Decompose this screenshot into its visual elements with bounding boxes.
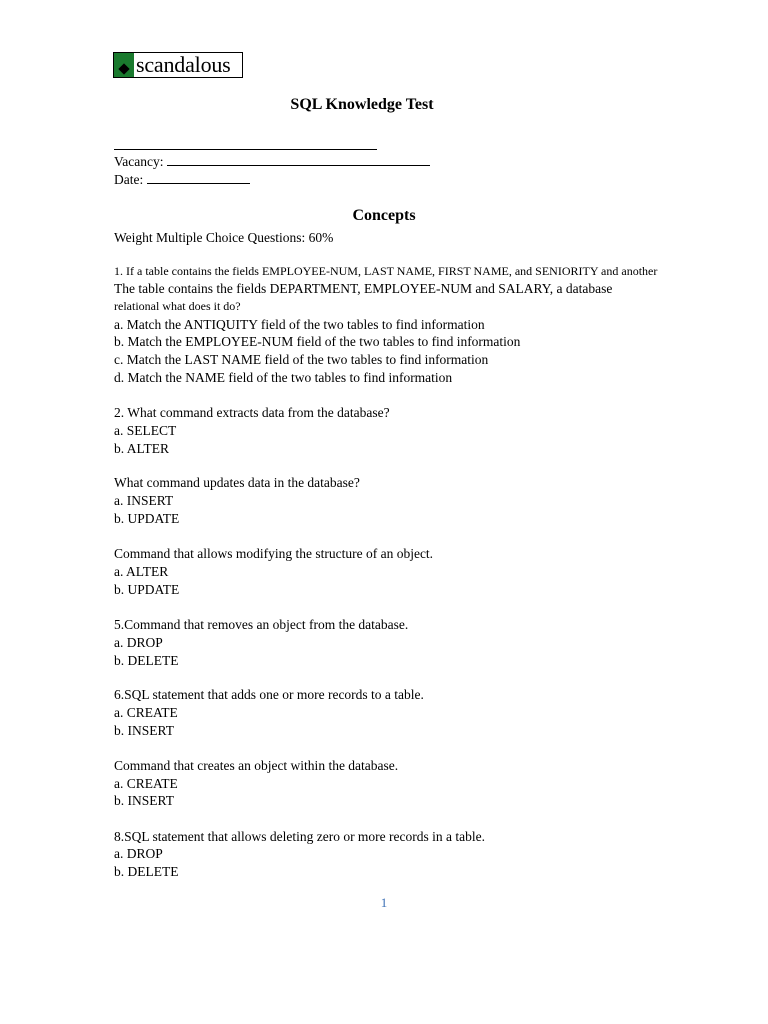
section-title: Concepts [352,207,416,224]
q7-question: Command that creates an object within the database. [114,758,399,773]
q1-question-line3: relational what does it do? [114,299,241,313]
q6-option-a: a. CREATE [114,705,178,720]
date-blank-line [147,171,250,184]
q4-option-b: b. UPDATE [114,582,180,597]
q8-option-a: a. DROP [114,846,163,861]
vacancy-label: Vacancy: [114,154,164,169]
logo-mark-icon [114,53,134,77]
q6-question: 6.SQL statement that adds one or more records to a table. [114,687,424,702]
q4-question: Command that allows modifying the structure of an object. [114,546,434,561]
scandalous-logo [113,52,243,78]
name-blank-line [114,137,377,150]
q7-option-a: a. CREATE [114,776,178,791]
q1-option-c: c. Match the LAST NAME field of the two tables to find information [114,352,489,367]
date-field [114,171,250,189]
q1-option-a: a. Match the ANTIQUITY field of the two tables to find information [114,317,485,332]
q8-option-b: b. DELETE [114,864,179,879]
q3-option-b: b. UPDATE [114,511,180,526]
document-title: SQL Knowledge Test [290,96,434,113]
q6-option-b: b. INSERT [114,723,174,738]
q4-option-a: a. ALTER [114,564,169,579]
q5-question: 5.Command that removes an object from the database. [114,617,409,632]
q1-question-line1: 1. If a table contains the fields EMPLOYEE-NUM, LAST NAME, FIRST NAME, and SENIORITY and another [114,264,658,278]
weight-note: Weight Multiple Choice Questions: 60% [114,230,334,245]
q1-option-d: d. Match the NAME field of the two tables to find information [114,370,453,385]
q2-question: 2. What command extracts data from the database? [114,405,390,420]
q3-question: What command updates data in the database? [114,475,360,490]
page-number: 1 [380,895,388,910]
q5-option-b: b. DELETE [114,653,179,668]
vacancy-blank-line [167,153,430,166]
logo-text: scandalous [136,52,231,77]
q8-question: 8.SQL statement that allows deleting zero or more records in a table. [114,829,486,844]
date-label: Date: [114,172,144,187]
q2-option-a: a. SELECT [114,423,177,438]
q7-option-b: b. INSERT [114,793,174,808]
vacancy-field [114,153,430,171]
q1-question-line2: The table contains the fields DEPARTMENT, EMPLOYEE-NUM and SALARY, a database [114,281,613,296]
q2-option-b: b. ALTER [114,441,170,456]
q3-option-a: a. INSERT [114,493,174,508]
q1-option-b: b. Match the EMPLOYEE-NUM field of the two tables to find information [114,334,521,349]
q5-option-a: a. DROP [114,635,163,650]
